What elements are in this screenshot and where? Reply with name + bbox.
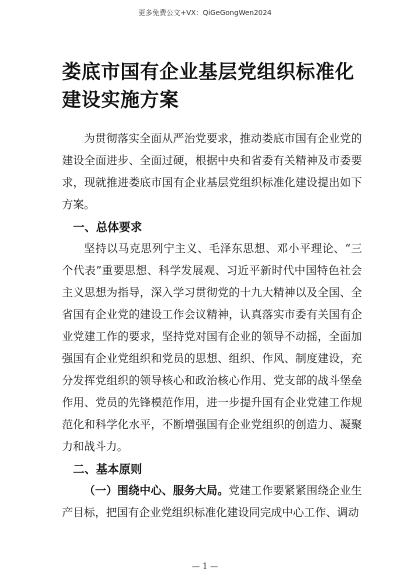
principle-paragraph: [62, 480, 362, 524]
page-number: — 1 —: [191, 562, 219, 571]
document-body: [62, 128, 362, 524]
section-heading-general: 一、总体要求: [73, 220, 142, 234]
intro-paragraph: 为贯彻落实全面从严治党要求，推动娄底市国有企业党的建设全面进步、全面过硬，根据中央和省委有关精神及市委要求，现就推进娄底市国有企业基层党组织标准化建设提出如下方案。: [62, 132, 362, 211]
principle-text: 党建工作要紧紧围绕企业生产目标，把国有企业党组织标准化建设同完成中心工作、调动: [62, 484, 362, 519]
header-note: 更多免费公文+VX：QiGeGongWen2024: [138, 9, 272, 17]
principle-lead: （一）围绕中心、服务大局。: [84, 484, 229, 497]
document-title: 娄底市国有企业基层党组织标准化建设实施方案: [62, 61, 355, 111]
section-heading-principles: 二、基本原则: [73, 462, 142, 476]
general-requirements-paragraph: 坚持以马克思列宁主义、毛泽东思想、邓小平理论、“三个代表”重要思想、科学发展观、习近平新时代中国特色社会主义思想为指导，深入学习贯彻党的十九大精神以及全国、全省国有企业党的建设工作会议精神，认真落实市委有关国有企业党建工作的要求，坚持党对国有企业的领导不动摇，全面加强国有企业党组织和党员的思想、组织、作风、制度建设，充分发挥党组织的领导核心和政治核心作用、党支部的战斗堡垒作用、党员的先锋模范作用，进一步提升国有企业党建工作规范化和科学化水平，不断增强国有企业党组织的创造力、凝聚力和战斗力。: [62, 242, 362, 453]
